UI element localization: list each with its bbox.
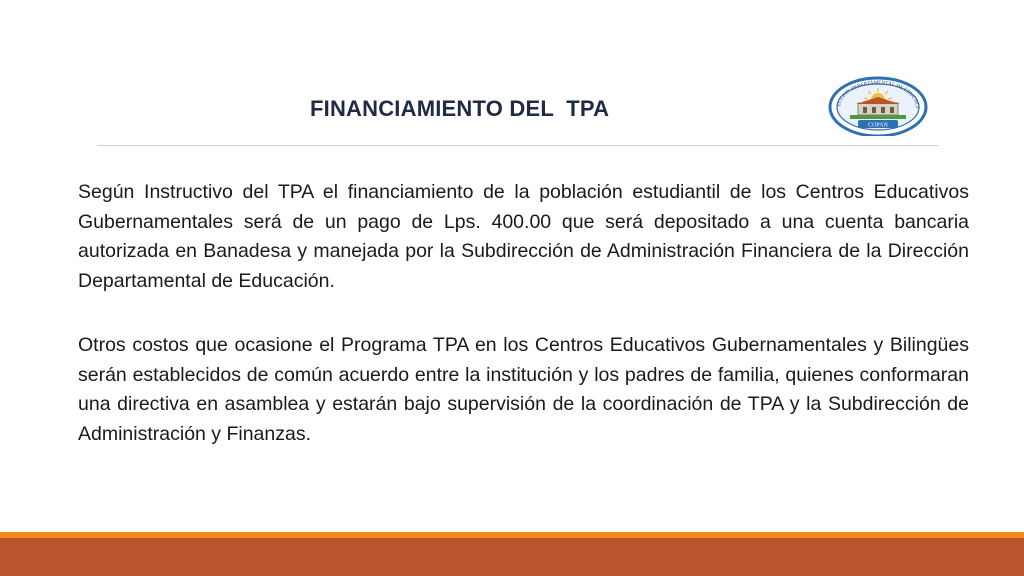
title-divider	[97, 145, 938, 146]
education-office-logo	[828, 76, 928, 136]
slide-title: FINANCIAMIENTO DEL TPA	[310, 96, 610, 121]
paragraph-other-costs: Otros costos que ocasione el Programa TPA en los Centros Educativos Gubernamentales y Bilingües serán establecidos de común acuerdo entre la institución y los padres de familia, quienes conformaran una directiva en asamblea y estarán bajo supervisión de la coordinación de TPA y la Subdirección de Administración y Finanzas.	[78, 334, 969, 445]
logo-ring-text: ECCION DEPARTAMENTAL DE EDUCACI	[836, 79, 921, 109]
footer-band	[0, 538, 1024, 576]
paragraph-financing: Según Instructivo del TPA el financiamiento de la población estudiantil de los Centros Educativos Gubernamentales será de un pago de Lps. 400.00 que será depositado a una cuenta bancaria autorizada en Banadesa y manejada por la Subdirección de Administración Financiera de la Dirección Departamental de Educación.	[78, 181, 969, 292]
logo-band-text: COPAN	[868, 122, 888, 129]
